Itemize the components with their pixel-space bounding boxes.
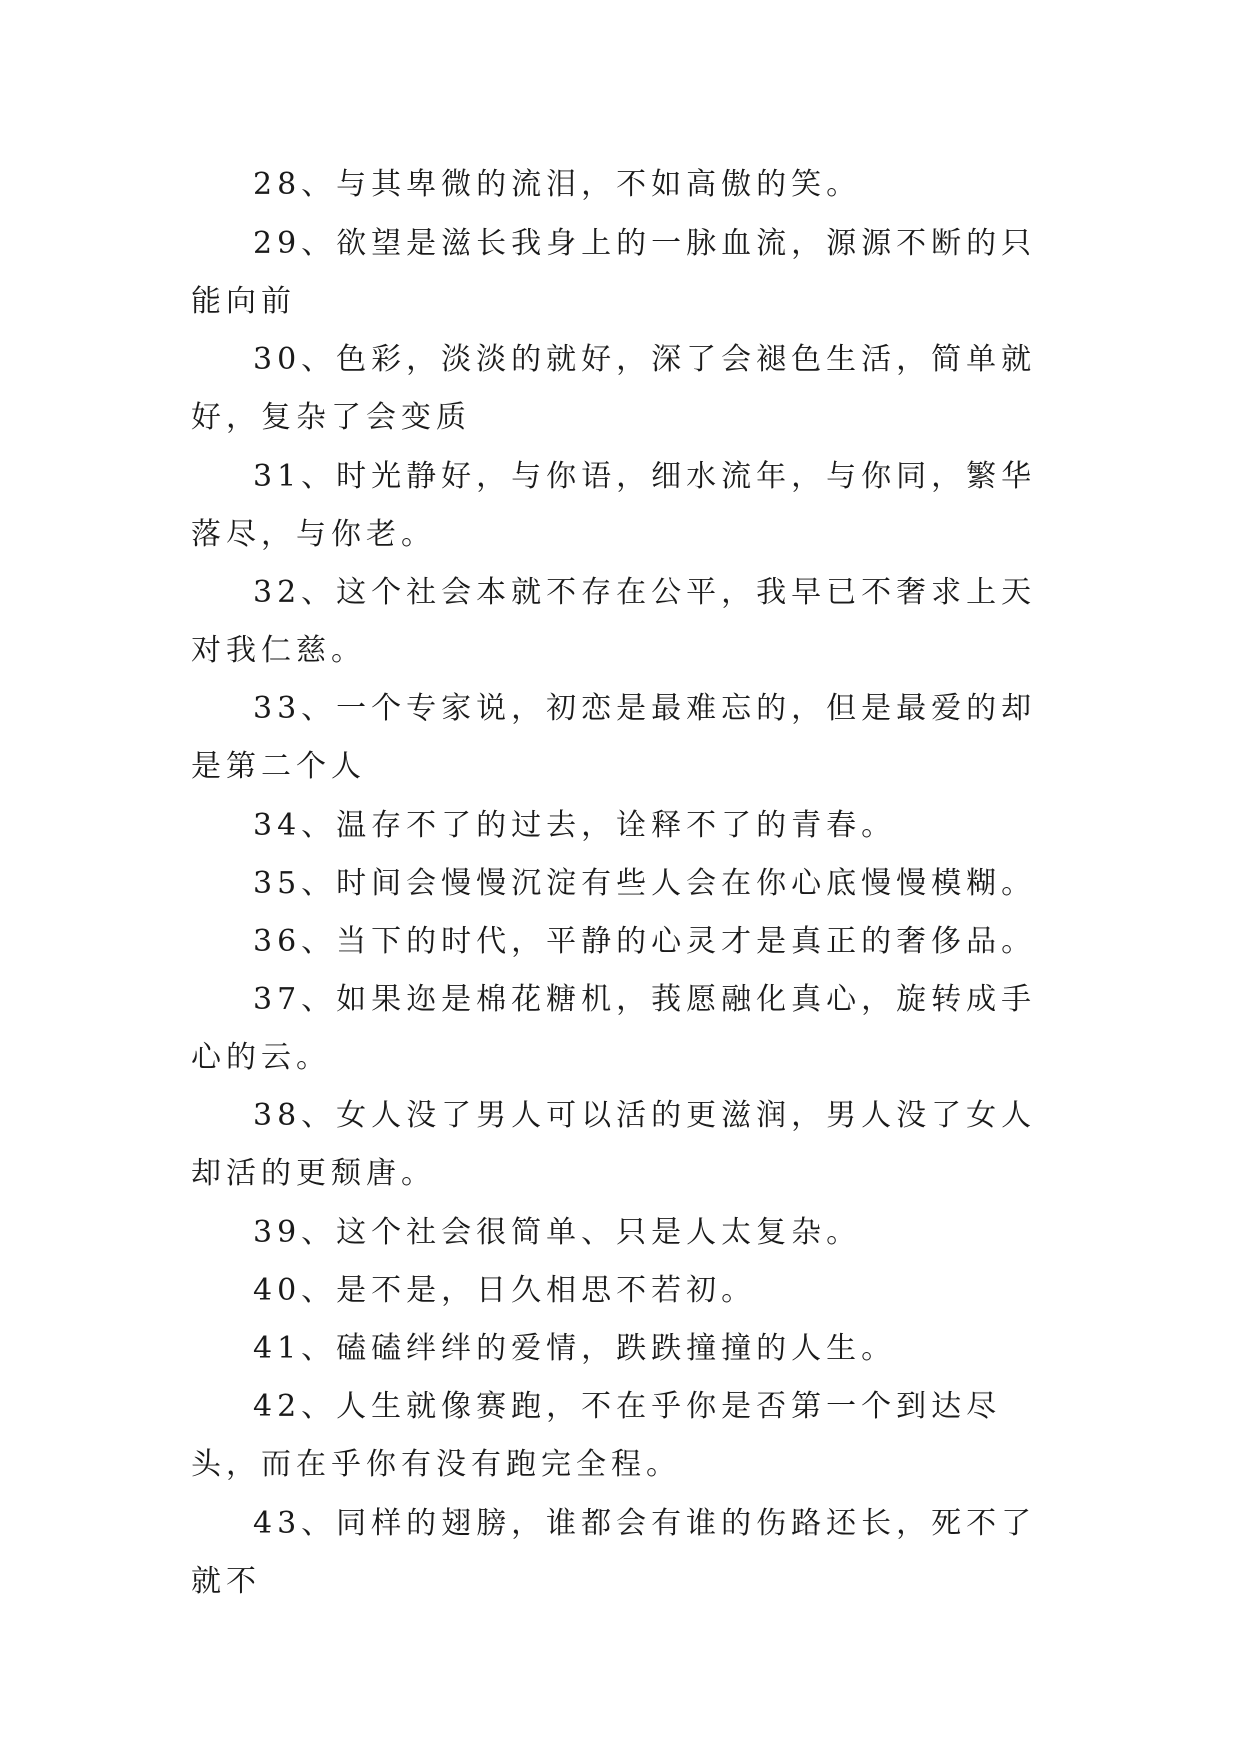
list-item-33: 33、一个专家说，初恋是最难忘的，但是最爱的却是第二个人 bbox=[191, 691, 1037, 784]
list-item-34: 34、温存不了的过去，诠释不了的青春。 bbox=[253, 808, 897, 843]
list-item-28: 28、与其卑微的流泪，不如高傲的笑。 bbox=[253, 167, 862, 202]
list-item-29: 29、欲望是滋长我身上的一脉血流，源源不断的只能向前 bbox=[191, 226, 1037, 319]
list-item-39: 39、这个社会很简单、只是人太复杂。 bbox=[253, 1215, 862, 1250]
list-item-37: 37、如果迩是棉花糖机，莪愿融化真心，旋转成手心的云。 bbox=[191, 982, 1037, 1075]
list-item-41: 41、磕磕绊绊的爱情，跌跌撞撞的人生。 bbox=[253, 1331, 897, 1366]
list-item-36: 36、当下的时代，平静的心灵才是真正的奢侈品。 bbox=[253, 924, 1037, 959]
list-item-30: 30、色彩，淡淡的就好，深了会褪色生活，简单就好，复杂了会变质 bbox=[191, 342, 1037, 435]
list-item-40: 40、是不是，日久相思不若初。 bbox=[253, 1273, 757, 1308]
list-item-43: 43、同样的翅膀，谁都会有谁的伤路还长，死不了就不 bbox=[191, 1506, 1037, 1599]
list-item-38: 38、女人没了男人可以活的更滋润，男人没了女人却活的更颓唐。 bbox=[191, 1098, 1037, 1191]
list-item-32: 32、这个社会本就不存在公平，我早已不奢求上天对我仁慈。 bbox=[191, 575, 1037, 668]
list-item-31: 31、时光静好，与你语，细水流年，与你同，繁华落尽，与你老。 bbox=[191, 459, 1037, 552]
list-item-35: 35、时间会慢慢沉淀有些人会在你心底慢慢模糊。 bbox=[253, 866, 1037, 901]
list-item-42: 42、人生就像赛跑，不在乎你是否第一个到达尽头，而在乎你有没有跑完全程。 bbox=[191, 1389, 1002, 1482]
